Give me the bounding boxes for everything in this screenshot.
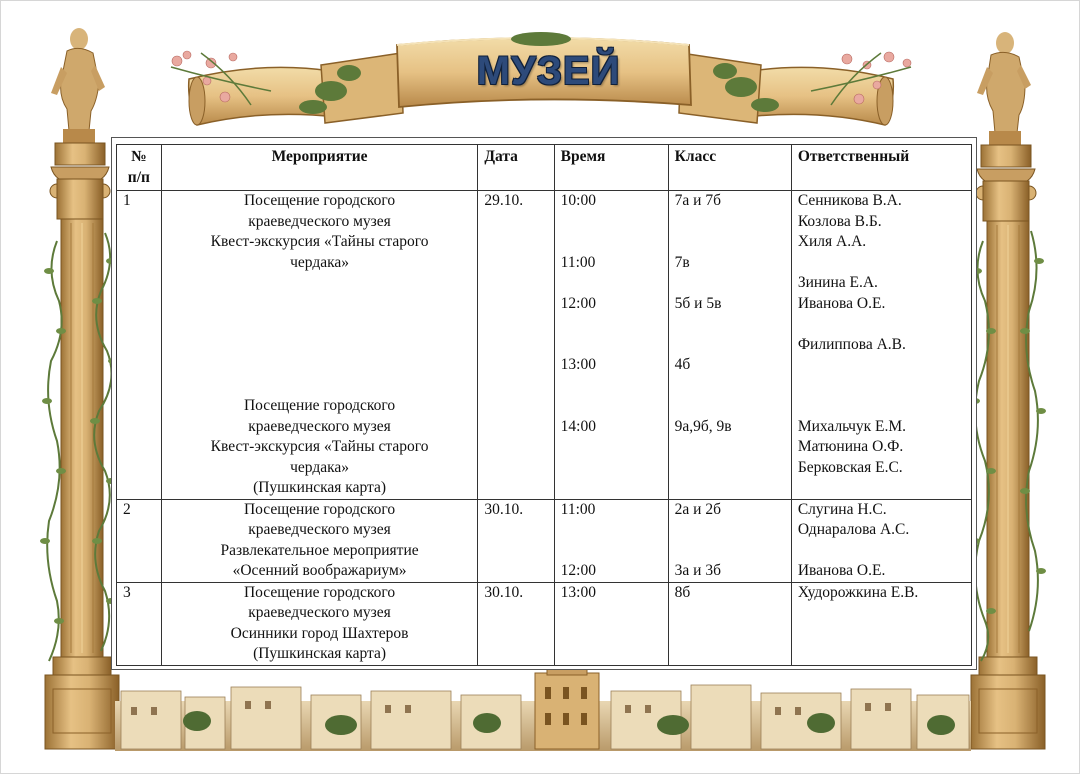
- cell-time-line: [561, 335, 662, 356]
- cell-responsible-line: Михальчук Е.М.: [797, 417, 907, 435]
- right-column: [970, 32, 1046, 749]
- cell-responsible: [791, 191, 971, 500]
- cell-event-line: «Осенний воображариум»: [232, 562, 407, 579]
- header-class: Класс: [668, 145, 791, 191]
- cell-responsible-line: Хиля А.А.: [797, 233, 867, 250]
- cell-event-line: (Пушкинская карта): [253, 479, 387, 496]
- cell-time: [554, 582, 668, 665]
- table-row: [117, 499, 972, 582]
- cell-time-line: 11:00: [560, 253, 596, 271]
- cell-date-line: 30.10.: [484, 500, 524, 518]
- cell-time-line: 12:00: [560, 294, 596, 312]
- cell-responsible-line: Сенникова В.А.: [797, 192, 902, 209]
- cell-event-line: [168, 314, 472, 335]
- cell-event: [161, 582, 478, 665]
- cell-class-line: [675, 541, 785, 562]
- cell-event-line: чердака»: [290, 253, 350, 271]
- cell-responsible-line: [798, 314, 965, 335]
- cell-time-line: 12:00: [560, 562, 596, 579]
- cell-num: 3: [117, 582, 162, 665]
- cell-responsible: [791, 582, 971, 665]
- header-time: Время: [554, 145, 668, 191]
- cell-class: [668, 582, 791, 665]
- cell-event-line: [168, 273, 472, 294]
- cell-event-line: [168, 376, 472, 397]
- cell-responsible-line: [798, 396, 965, 417]
- cell-date-line: 29.10.: [484, 192, 524, 209]
- cell-responsible-line: Слугина Н.С.: [797, 500, 887, 518]
- cell-class-line: [675, 396, 785, 417]
- cell-event-line: Посещение городского: [243, 397, 396, 414]
- schedule-table: [116, 144, 972, 666]
- cell-event-line: Посещение городского: [243, 192, 396, 209]
- header-responsible: Ответственный: [791, 145, 971, 191]
- cell-class-line: 4б: [674, 356, 691, 373]
- cell-date: [478, 191, 554, 500]
- cell-event-line: (Пушкинская карта): [253, 645, 387, 662]
- header-event: Мероприятие: [161, 145, 478, 191]
- header-num: № п/п: [117, 145, 162, 191]
- header-date: Дата: [478, 145, 554, 191]
- cell-time-line: 13:00: [560, 356, 596, 373]
- cell-responsible-line: [798, 355, 965, 376]
- cell-time-line: 10:00: [560, 192, 596, 209]
- cell-event-line: чердака»: [290, 458, 350, 476]
- schedule-rows: [117, 191, 972, 666]
- cell-event-line: Осинники город Шахтеров: [230, 624, 409, 642]
- table-row: [117, 582, 972, 665]
- cell-date: [478, 499, 554, 582]
- cell-num: 2: [117, 499, 162, 582]
- cell-event-line: Развлекательное мероприятие: [220, 541, 419, 559]
- cell-class-line: 3а и 3б: [674, 562, 721, 579]
- cell-event-line: Посещение городского: [243, 500, 396, 518]
- table-row: [117, 191, 972, 500]
- cell-class: [668, 499, 791, 582]
- cell-responsible-line: Матюнина О.Ф.: [797, 438, 904, 455]
- cell-responsible-line: [798, 253, 965, 274]
- left-column: [40, 28, 119, 749]
- cell-time-line: [561, 376, 662, 397]
- schedule-table-frame: [111, 137, 977, 670]
- cell-responsible-line: [798, 541, 965, 562]
- cell-event-line: краеведческого музея: [248, 521, 391, 538]
- cell-time-line: [561, 541, 662, 562]
- cell-num: 1: [117, 191, 162, 500]
- cell-responsible: [791, 499, 971, 582]
- cell-event: [161, 191, 478, 500]
- table-header-row: [117, 145, 972, 191]
- cell-time-line: 14:00: [560, 417, 596, 435]
- cell-event: [161, 499, 478, 582]
- cell-date: [478, 582, 554, 665]
- cell-event-line: Квест-экскурсия «Тайны старого: [210, 233, 429, 250]
- cell-event-line: [168, 294, 472, 315]
- cell-event-line: Квест-экскурсия «Тайны старого: [210, 438, 429, 455]
- page-title: МУЗЕЙ: [476, 49, 621, 93]
- cell-time: [554, 191, 668, 500]
- cell-class-line: 9а,9б, 9в: [674, 417, 732, 435]
- cell-class-line: [675, 520, 785, 541]
- cell-class-line: [675, 273, 785, 294]
- cell-time-line: 13:00: [560, 583, 596, 601]
- cell-time-line: [561, 520, 662, 541]
- cell-responsible-line: Иванова О.Е.: [797, 562, 886, 579]
- cell-class-line: 7а и 7б: [674, 192, 721, 209]
- cell-event-line: краеведческого музея: [248, 604, 391, 621]
- cell-time-line: [561, 232, 662, 253]
- cell-time: [554, 499, 668, 582]
- cell-event-line: краеведческого музея: [248, 212, 391, 230]
- cell-responsible-line: Худорожкина Е.В.: [797, 583, 919, 601]
- cell-time-line: [561, 314, 662, 335]
- cell-responsible-line: Однаралова А.С.: [797, 521, 910, 538]
- cell-class-line: [675, 212, 785, 233]
- cell-class-line: [675, 335, 785, 356]
- cell-event-line: Посещение городского: [243, 583, 396, 601]
- cell-responsible-line: Филиппова А.В.: [797, 335, 906, 353]
- cell-responsible-line: Берковская Е.С.: [797, 458, 903, 476]
- cell-event-line: краеведческого музея: [248, 417, 391, 435]
- cell-class-line: 2а и 2б: [674, 500, 721, 518]
- cell-class: [668, 191, 791, 500]
- cell-class-line: [675, 314, 785, 335]
- cell-responsible-line: Зинина Е.А.: [797, 274, 878, 291]
- cell-time-line: [561, 273, 662, 294]
- cell-class-line: 8б: [674, 583, 691, 601]
- cell-responsible-line: Козлова В.Б.: [797, 212, 882, 230]
- cell-event-line: [168, 335, 472, 356]
- cell-class-line: [675, 376, 785, 397]
- cell-time-line: [561, 396, 662, 417]
- cell-class-line: 7в: [674, 253, 690, 271]
- cell-class-line: 5б и 5в: [674, 294, 722, 312]
- cell-time-line: [561, 212, 662, 233]
- cityscape: [115, 661, 971, 751]
- cell-event-line: [168, 355, 472, 376]
- cell-responsible-line: [798, 376, 965, 397]
- cell-responsible-line: Иванова О.Е.: [797, 294, 886, 312]
- cell-date-line: 30.10.: [484, 583, 524, 601]
- cell-time-line: 11:00: [560, 500, 596, 518]
- cell-class-line: [675, 232, 785, 253]
